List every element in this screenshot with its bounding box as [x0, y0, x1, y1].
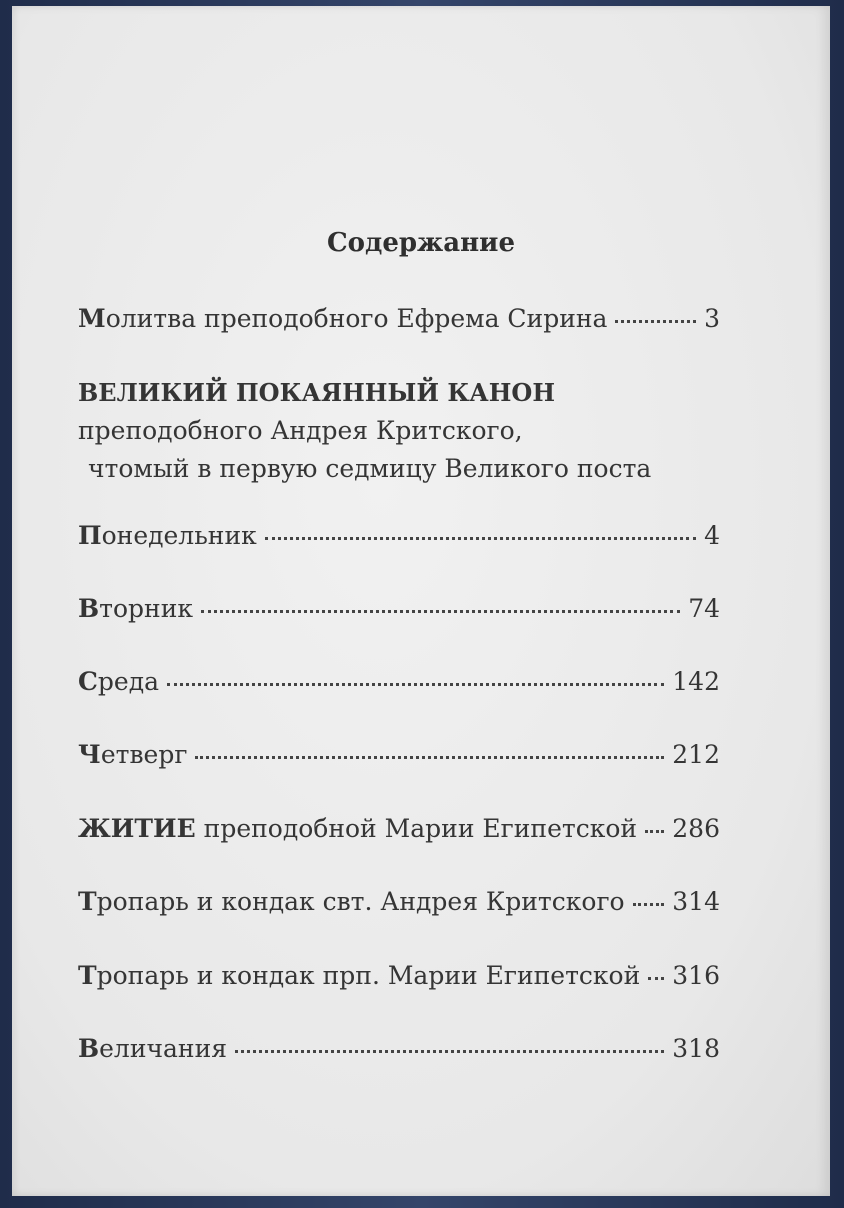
entry-page-number: 212	[672, 740, 720, 769]
entry-initial: Т	[78, 887, 97, 916]
leader-dots	[265, 537, 696, 540]
entry-label	[78, 521, 257, 550]
entry-text: еличания	[99, 1034, 228, 1063]
page-title: Содержание	[326, 228, 516, 258]
canon-title: ВЕЛИКИЙ ПОКАЯННЫЙ КАНОН	[78, 378, 555, 407]
entry-label	[78, 961, 640, 990]
entry-page-number: 4	[704, 521, 720, 550]
entry-page-number: 74	[688, 594, 720, 623]
entry-text: ропарь и кондак прп. Марии Египетской	[96, 961, 641, 990]
entry-text: преподобной Марии Египетской	[195, 814, 638, 843]
leader-dots	[235, 1050, 664, 1053]
entry-initial: В	[78, 1034, 100, 1063]
entry-label	[78, 740, 187, 769]
canon-subtitle-line2: чтомый в первую седмицу Великого поста	[88, 454, 652, 483]
entry-label	[78, 667, 159, 696]
leader-dots	[201, 610, 680, 613]
entry-label	[78, 814, 637, 843]
book-page	[12, 6, 830, 1196]
entry-label	[78, 1034, 227, 1063]
entry-page-number: 316	[672, 961, 720, 990]
leader-dots	[167, 683, 664, 686]
entry-initial: Ч	[78, 740, 101, 769]
leader-dots	[648, 977, 664, 980]
entry-page-number: 3	[704, 304, 720, 333]
leader-dots	[615, 320, 696, 323]
toc-entry	[78, 814, 720, 843]
canon-subtitle-line1: преподобного Андрея Критского,	[78, 416, 523, 445]
entry-page-number: 286	[672, 814, 720, 843]
entry-initial: М	[78, 304, 106, 333]
entry-page-number: 142	[672, 667, 720, 696]
toc-entry	[78, 961, 720, 990]
toc-entry	[78, 887, 720, 916]
entry-page-number: 318	[672, 1034, 720, 1063]
toc-entry-prayer	[78, 304, 720, 333]
entry-label	[78, 304, 607, 333]
entry-text: ропарь и кондак свт. Андрея Критского	[96, 887, 625, 916]
entry-page-number: 314	[672, 887, 720, 916]
entry-initial: П	[78, 521, 102, 550]
leader-dots	[645, 830, 664, 833]
toc-entry	[78, 1034, 720, 1063]
canon-heading	[78, 374, 720, 488]
entry-label	[78, 594, 193, 623]
entry-text: етверг	[100, 740, 188, 769]
entry-initial: С	[78, 667, 98, 696]
entry-initial: ЖИТИЕ	[78, 814, 196, 843]
entry-initial: Т	[78, 961, 97, 990]
entry-initial: В	[78, 594, 100, 623]
leader-dots	[195, 756, 664, 759]
entry-text: торник	[99, 594, 193, 623]
entry-text: олитва преподобного Ефрема Сирина	[105, 304, 608, 333]
toc-entry	[78, 740, 720, 769]
leader-dots	[633, 903, 665, 906]
toc-entry	[78, 667, 720, 696]
toc-entry	[78, 521, 720, 550]
entry-text: онедельник	[101, 521, 257, 550]
entry-text: реда	[97, 667, 160, 696]
entry-label	[78, 887, 625, 916]
toc-entry	[78, 594, 720, 623]
